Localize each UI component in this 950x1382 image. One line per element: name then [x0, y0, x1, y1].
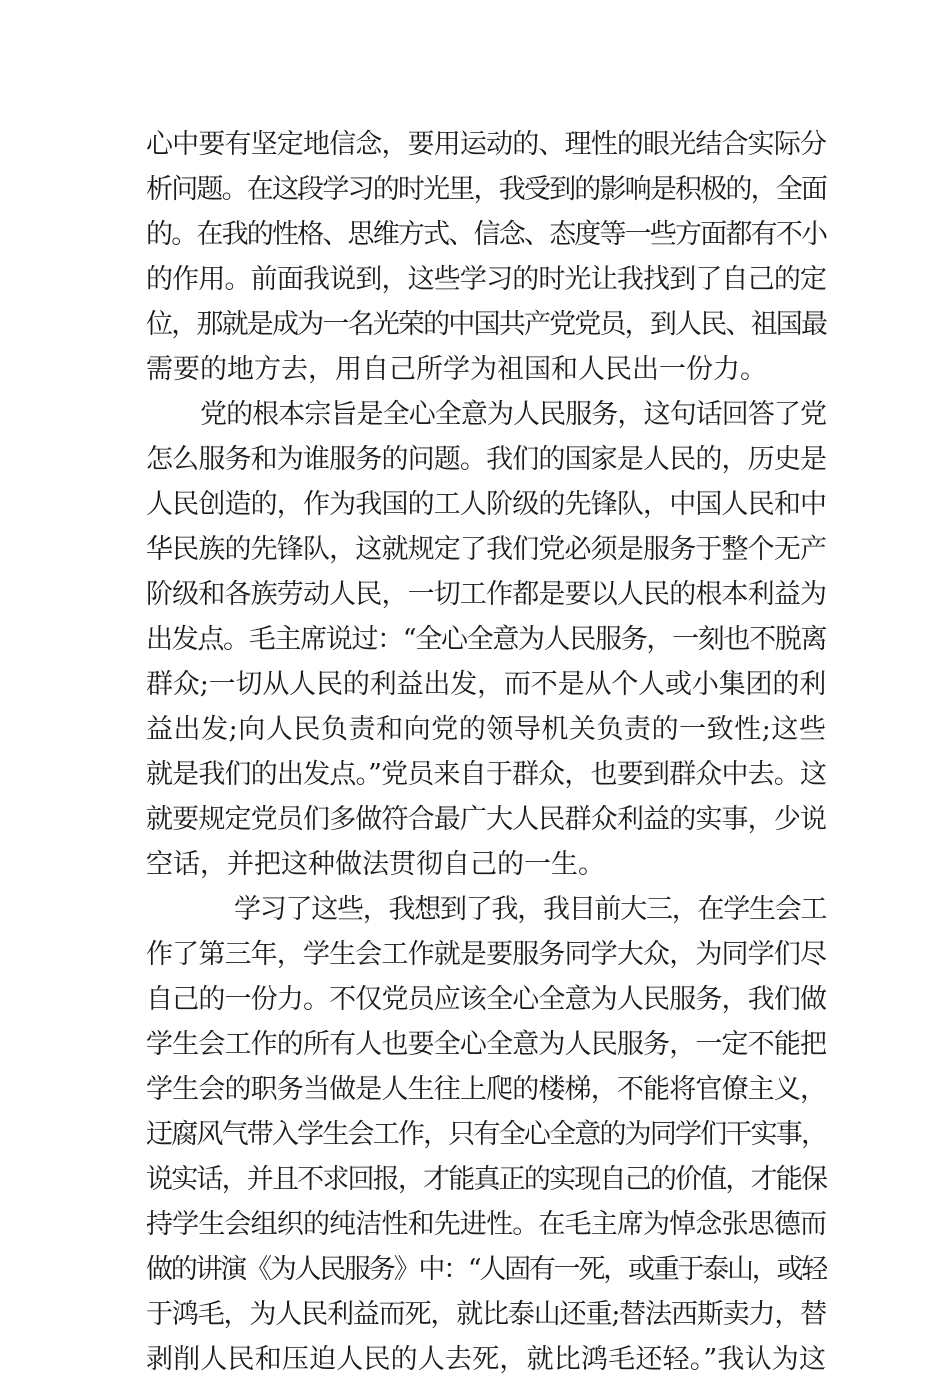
paragraph-1-line-5: 位，那就是成为一名光荣的中国共产党党员，到人民、祖国最 — [146, 309, 826, 340]
paragraph-2-line-7: 群众;一切从人民的利益出发，而不是从个人或小集团的利 — [146, 669, 826, 700]
paragraph-1-line-6: 需要的地方去，用自己所学为祖国和人民出一份力。 — [146, 354, 767, 385]
paragraph-2-line-11: 空话，并把这种做法贯彻自己的一生。 — [146, 849, 605, 880]
paragraph-3-line-9: 做的讲演《为人民服务》中：“人固有一死，或重于泰山，或轻 — [146, 1254, 826, 1285]
paragraph-3-line-6: 迂腐风气带入学生会工作，只有全心全意的为同学们干实事， — [146, 1119, 826, 1150]
paragraph-1-line-3: 的。在我的性格、思维方式、信念、态度等一些方面都有不小 — [146, 219, 826, 250]
paragraph-2-line-10: 就要规定党员们多做符合最广大人民群众利益的实事，少说 — [146, 804, 826, 835]
paragraph-2-line-1: 党的根本宗旨是全心全意为人民服务，这句话回答了党 — [200, 399, 826, 430]
paragraph-1-line-2: 析问题。在这段学习的时光里，我受到的影响是积极的，全面 — [146, 174, 826, 205]
paragraph-3-line-4: 学生会工作的所有人也要全心全意为人民服务，一定不能把 — [146, 1029, 826, 1060]
paragraph-1-line-4: 的作用。前面我说到，这些学习的时光让我找到了自己的定 — [146, 264, 826, 295]
paragraph-2-line-3: 人民创造的，作为我国的工人阶级的先锋队，中国人民和中 — [146, 489, 826, 520]
document-body — [146, 122, 826, 1382]
paragraph-2-line-2: 怎么服务和为谁服务的问题。我们的国家是人民的，历史是 — [146, 444, 826, 475]
paragraph-3-line-11: 剥削人民和压迫人民的人去死，就比鸿毛还轻。”我认为这 — [146, 1344, 826, 1375]
paragraph-2-line-9: 就是我们的出发点。”党员来自于群众，也要到群众中去。这 — [146, 759, 826, 790]
paragraph-3-line-5: 学生会的职务当做是人生往上爬的楼梯，不能将官僚主义， — [146, 1074, 826, 1105]
paragraph-3-line-2: 作了第三年，学生会工作就是要服务同学大众，为同学们尽 — [146, 939, 826, 970]
paragraph-3-line-8: 持学生会组织的纯洁性和先进性。在毛主席为悼念张思德而 — [146, 1209, 826, 1240]
paragraph-2-line-5: 阶级和各族劳动人民，一切工作都是要以人民的根本利益为 — [146, 579, 826, 610]
paragraph-3-line-7: 说实话，并且不求回报，才能真正的实现自己的价值，才能保 — [146, 1164, 826, 1195]
paragraph-2-line-8: 益出发;向人民负责和向党的领导机关负责的一致性;这些 — [146, 714, 826, 745]
paragraph-3-line-1: 学习了这些，我想到了我，我目前大三，在学生会工 — [234, 894, 827, 925]
paragraph-2-line-6: 出发点。毛主席说过：“全心全意为人民服务，一刻也不脱离 — [146, 624, 826, 655]
paragraph-1-line-1: 心中要有坚定地信念，要用运动的、理性的眼光结合实际分 — [146, 129, 826, 160]
paragraph-2-line-4: 华民族的先锋队，这就规定了我们党必须是服务于整个无产 — [146, 534, 826, 565]
paragraph-3-line-3: 自己的一份力。不仅党员应该全心全意为人民服务，我们做 — [146, 984, 826, 1015]
paragraph-3-line-10: 于鸿毛，为人民利益而死，就比泰山还重;替法西斯卖力，替 — [146, 1299, 826, 1330]
